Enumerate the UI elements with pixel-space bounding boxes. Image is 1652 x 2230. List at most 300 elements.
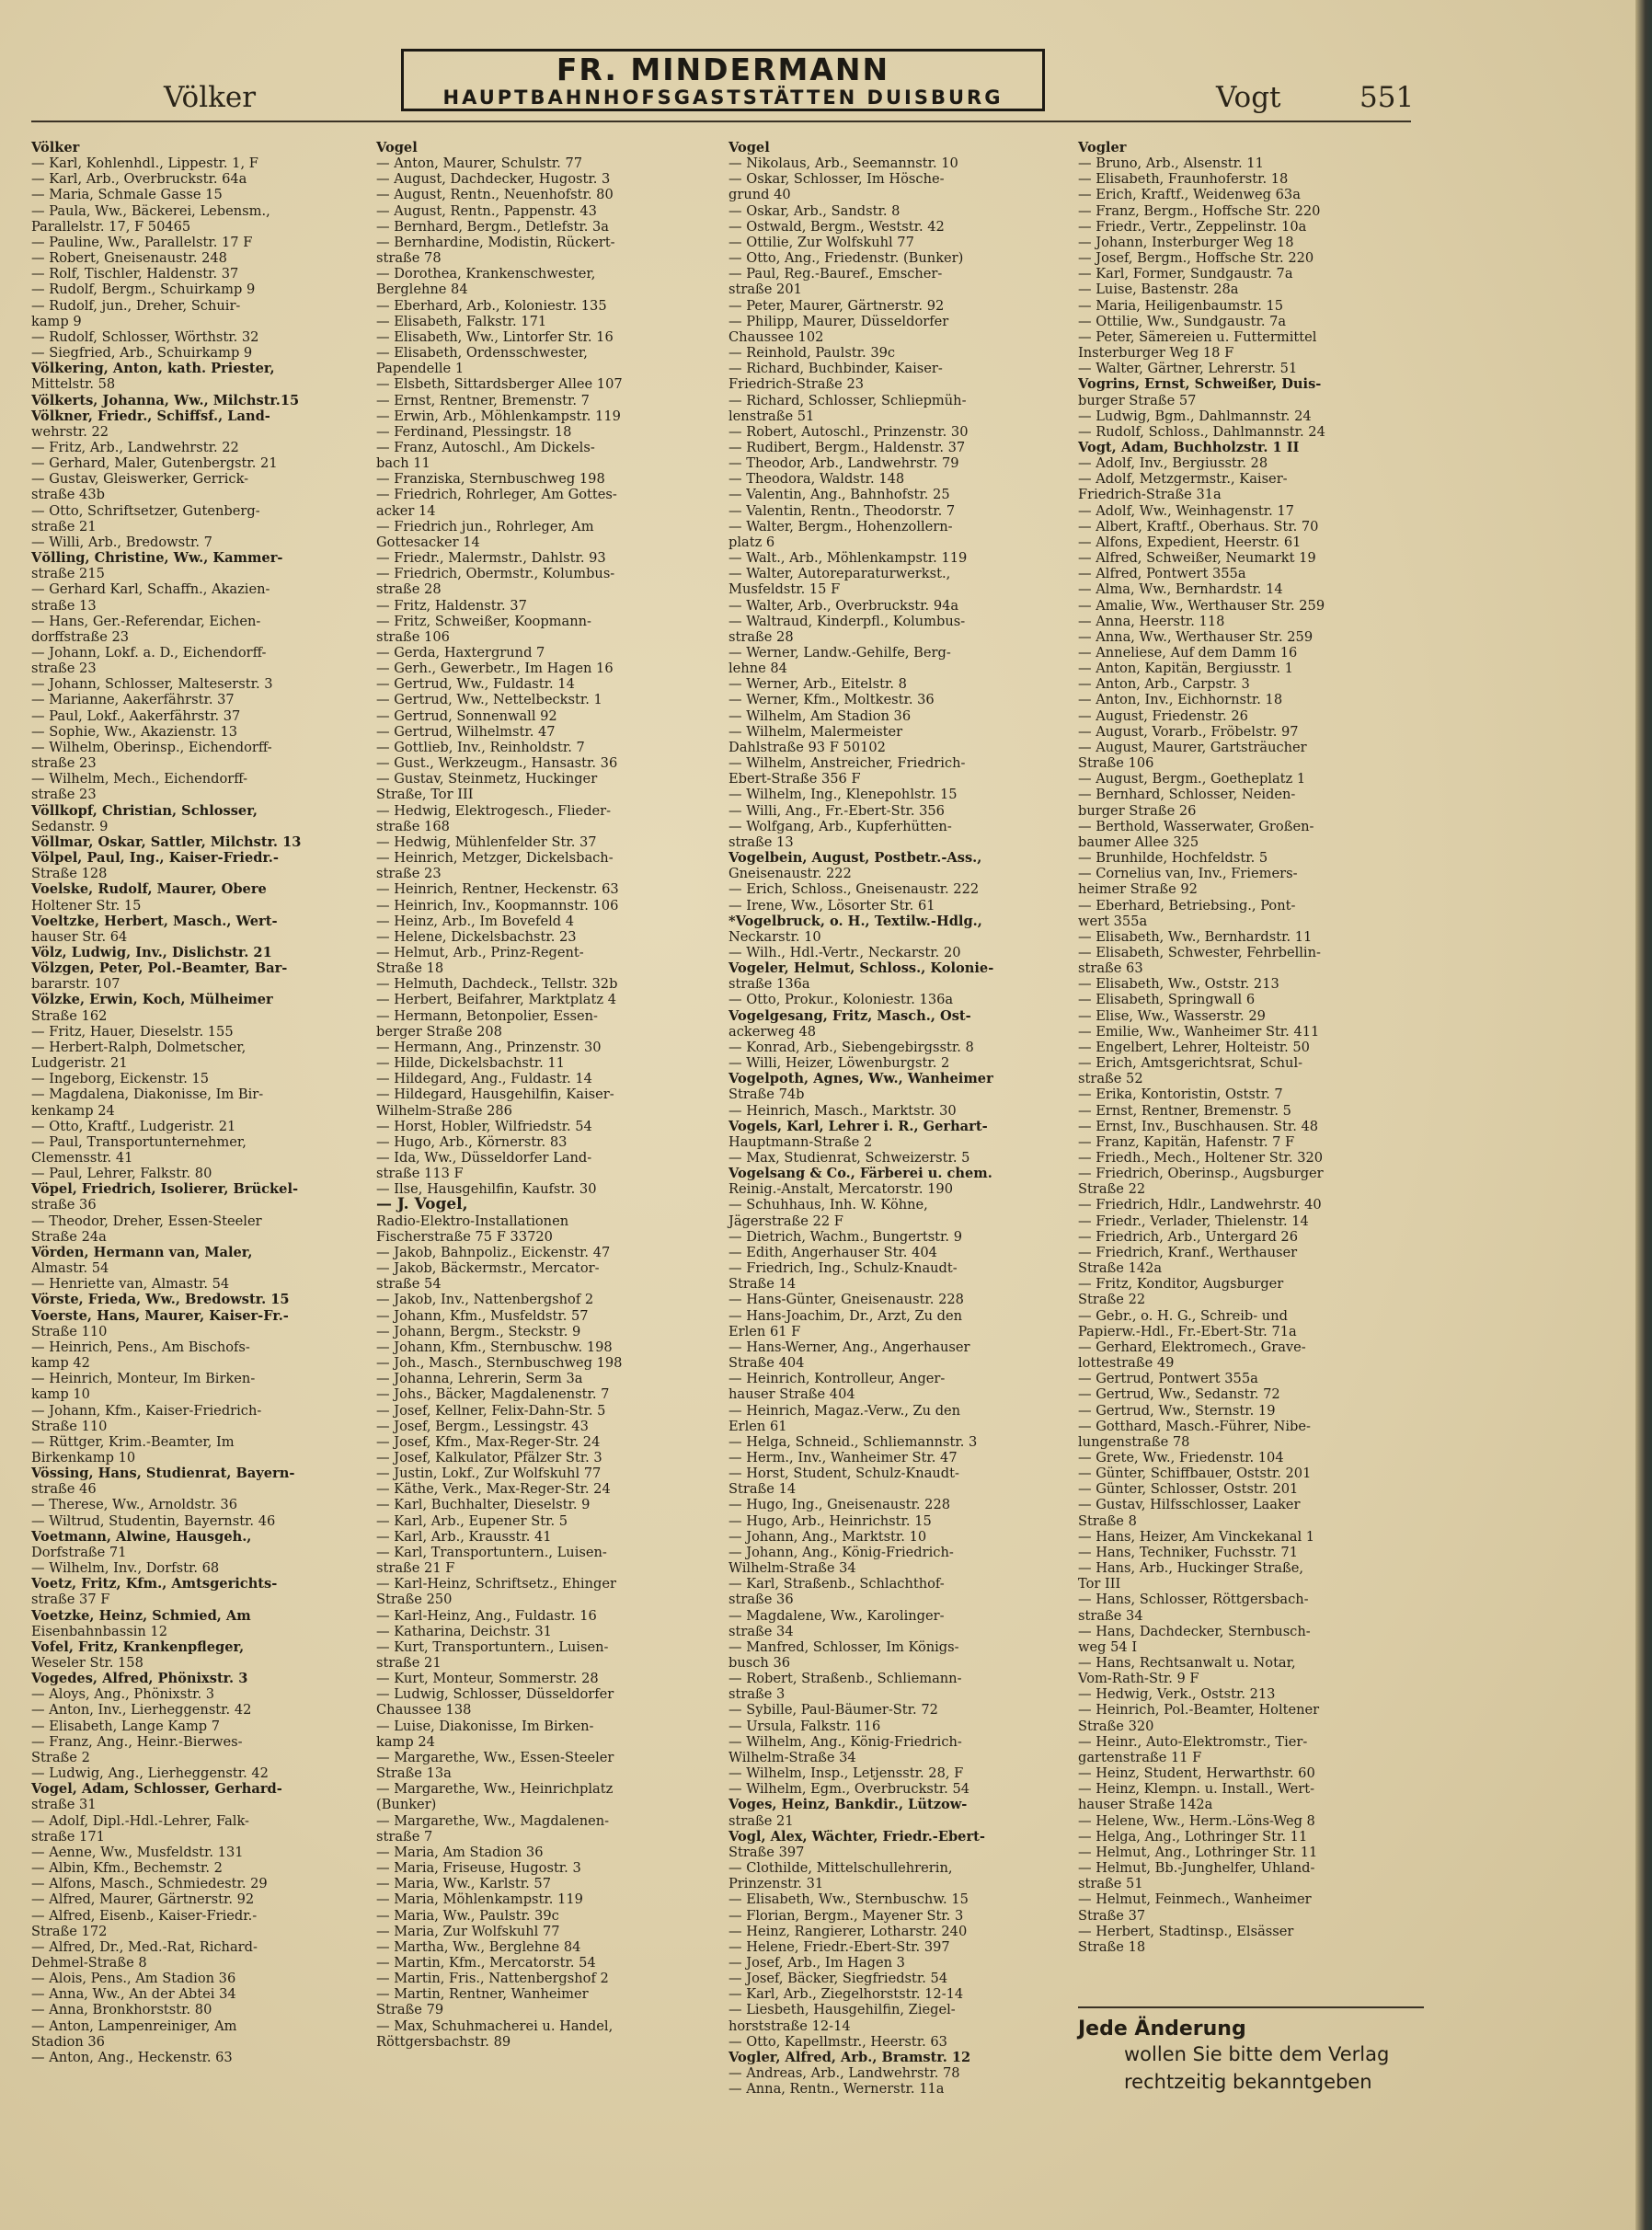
directory-entry: — Walter, Bergm., Hohenzollern- [728, 518, 953, 535]
directory-entry: Straße 250 [376, 1592, 453, 1608]
directory-entry: Reinig.-Anstalt, Mercatorstr. 190 [728, 1181, 953, 1198]
directory-entry: — Anna, Ww., Werthauser Str. 259 [1078, 628, 1314, 645]
directory-entry: Völpel, Paul, Ing., Kaiser-Friedr.- [31, 850, 279, 867]
column-4 [1078, 140, 1415, 1955]
directory-entry: Wilhelm-Straße 34 [728, 1749, 856, 1765]
directory-entry: — Friedr., Malermstr., Dahlstr. 93 [376, 550, 606, 567]
directory-entry: — Adolf, Ww., Weinhagenstr. 17 [1078, 502, 1294, 519]
directory-entry: hauser Str. 64 [31, 928, 128, 945]
directory-entry: — Ernst, Inv., Buschhausen. Str. 48 [1078, 1118, 1319, 1134]
directory-entry: — Johann, Ang., Marktstr. 10 [728, 1528, 927, 1545]
directory-entry: — Johann, Lokf. a. D., Eichendorff- [31, 645, 267, 661]
directory-entry: Straße 22 [1078, 1181, 1146, 1198]
directory-entry: Straße 14 [728, 1276, 797, 1293]
directory-entry: Völz, Ludwig, Inv., Dislichstr. 21 [31, 944, 272, 960]
directory-entry: Erlen 61 F [728, 1323, 801, 1339]
directory-entry: — Konrad, Arb., Siebengebirgsstr. 8 [728, 1039, 974, 1055]
directory-entry: — Wilhelm, Ing., Klenepohlstr. 15 [728, 787, 958, 803]
directory-entry: Straße 142a [1078, 1260, 1163, 1277]
directory-entry: Völkerts, Johanna, Ww., Milchstr.15 [31, 392, 300, 408]
directory-entry: — Josef, Kalkulator, Pfälzer Str. 3 [376, 1449, 602, 1466]
directory-entry: Fischerstraße 75 F 33720 [376, 1228, 553, 1245]
header-rule [31, 121, 1411, 122]
directory-entry: — Elisabeth, Fraunhoferstr. 18 [1078, 171, 1289, 188]
directory-entry: Papierw.-Hdl., Fr.-Ebert-Str. 71a [1078, 1323, 1297, 1339]
directory-entry: Straße 79 [376, 2002, 444, 2018]
directory-entry: — Josef, Bergm., Hoffsche Str. 220 [1078, 250, 1314, 267]
directory-entry: Straße 404 [728, 1355, 805, 1372]
directory-entry: — Josef, Kellner, Felix-Dahn-Str. 5 [376, 1402, 606, 1419]
directory-entry: — Gustav, Steinmetz, Huckinger [376, 771, 598, 787]
directory-entry: Vogt, Adam, Buchholzstr. 1 II [1078, 439, 1300, 455]
directory-entry: — Hans-Günter, Gneisenaustr. 228 [728, 1292, 964, 1308]
directory-entry: — Friedrich, Hdlr., Landwehrstr. 40 [1078, 1197, 1322, 1213]
directory-entry: Straße 106 [1078, 755, 1154, 772]
directory-entry: — Ludwig, Ang., Lierheggenstr. 42 [31, 1765, 269, 1782]
directory-entry: — Gustav, Hilfsschlosser, Laaker [1078, 1497, 1301, 1513]
directory-entry: — Werner, Kfm., Moltkestr. 36 [728, 692, 935, 708]
directory-entry: — Elisabeth, Falkstr. 171 [376, 313, 547, 329]
directory-entry: — Nikolaus, Arb., Seemannstr. 10 [728, 155, 958, 172]
directory-entry: — Martin, Rentner, Wanheimer [376, 1986, 589, 2003]
directory-entry: — Heinz, Klempn. u. Install., Wert- [1078, 1781, 1315, 1798]
directory-entry: Straße 8 [1078, 1512, 1137, 1529]
directory-entry: — Jakob, Bäckermstr., Mercator- [376, 1260, 600, 1277]
directory-entry: — Alois, Pens., Am Stadion 36 [31, 1971, 236, 1987]
directory-entry: — Erwin, Arb., Möhlenkampstr. 119 [376, 408, 621, 424]
directory-entry: — Helmut, Bb.-Junghelfer, Uhland- [1078, 1860, 1315, 1877]
directory-entry: — Gustav, Gleiswerker, Gerrick- [31, 471, 249, 488]
directory-entry: Parallelstr. 17, F 50465 [31, 218, 191, 235]
directory-entry: grund 40 [728, 187, 791, 203]
directory-entry: — Helene, Dickelsbachstr. 23 [376, 928, 577, 945]
directory-entry: Vom-Rath-Str. 9 F [1078, 1671, 1199, 1687]
directory-entry: lehne 84 [728, 661, 787, 677]
directory-entry: — Günter, Schiffbauer, Oststr. 201 [1078, 1466, 1312, 1482]
directory-entry: — Gertrud, Wilhelmstr. 47 [376, 723, 556, 740]
directory-entry: — Martha, Ww., Berglehne 84 [376, 1938, 581, 1955]
directory-entry: — Florian, Bergm., Mayener Str. 3 [728, 1907, 964, 1924]
directory-entry: — Hugo, Arb., Körnerstr. 83 [376, 1133, 568, 1150]
directory-entry: Wilhelm-Straße 286 [376, 1102, 512, 1119]
directory-entry: — August, Friedenstr. 26 [1078, 707, 1248, 724]
directory-entry: acker 14 [376, 502, 436, 519]
directory-entry: straße 43b [31, 487, 105, 503]
directory-entry: Prinzenstr. 31 [728, 1876, 824, 1892]
directory-entry: Wilhelm-Straße 34 [728, 1560, 856, 1577]
directory-entry: Voelske, Rudolf, Maurer, Obere [31, 881, 267, 898]
directory-entry: Voetz, Fritz, Kfm., Amtsgerichts- [31, 1576, 278, 1592]
directory-entry: Dehmel-Straße 8 [31, 1954, 147, 1971]
directory-entry: — Hans, Ger.-Referendar, Eichen- [31, 613, 261, 629]
ad-subtitle: HAUPTBAHNHOFSGASTSTÄTTEN DUISBURG [442, 86, 1004, 109]
directory-entry: — Anna, Bronkhorststr. 80 [31, 2002, 212, 2018]
directory-entry: Gottesacker 14 [376, 534, 480, 550]
directory-entry: — Andreas, Arb., Landwehrstr. 78 [728, 2065, 960, 2082]
directory-entry: — Max, Studienrat, Schweizerstr. 5 [728, 1150, 970, 1166]
directory-entry: Tor III [1078, 1576, 1121, 1592]
directory-entry: — Gerda, Haxtergrund 7 [376, 645, 545, 661]
directory-entry: — Robert, Straßenb., Schliemann- [728, 1671, 962, 1687]
directory-entry: platz 6 [728, 534, 775, 550]
directory-entry: — Heinz, Arb., Im Bovefeld 4 [376, 913, 575, 929]
directory-entry: — Alfons, Masch., Schmiedestr. 29 [31, 1876, 268, 1892]
directory-entry: — Erich, Schloss., Gneisenaustr. 222 [728, 881, 980, 898]
directory-entry: — Wilhelm, Inv., Dorfstr. 68 [31, 1560, 220, 1577]
directory-entry: — Heinrich, Pens., Am Bischofs- [31, 1339, 250, 1355]
directory-entry: Berglehne 84 [376, 282, 468, 298]
directory-entry: — Wilhelm, Mech., Eichendorff- [31, 771, 248, 787]
directory-entry: — Engelbert, Lehrer, Holteistr. 50 [1078, 1039, 1310, 1055]
directory-entry: — Robert, Autoschl., Prinzenstr. 30 [728, 423, 969, 440]
directory-entry: — Paula, Ww., Bäckerei, Lebensm., [31, 202, 270, 219]
directory-entry: Jägerstraße 22 F [728, 1213, 843, 1229]
directory-entry: — Ottilie, Ww., Sundgaustr. 7a [1078, 313, 1287, 329]
directory-entry: — Rüttger, Krim.-Beamter, Im [31, 1433, 235, 1450]
directory-entry: — Herbert, Beifahrer, Marktplatz 4 [376, 992, 616, 1008]
directory-entry: — Heinrich, Metzger, Dickelsbach- [376, 850, 614, 867]
directory-entry: — Margarethe, Ww., Heinrichplatz [376, 1781, 614, 1798]
directory-entry: — Hans, Techniker, Fuchsstr. 71 [1078, 1544, 1298, 1560]
directory-entry: straße 23 [31, 661, 97, 677]
directory-entry: — Bernhard, Bergm., Detlefstr. 3a [376, 218, 609, 235]
directory-entry: Straße 18 [1078, 1938, 1146, 1955]
directory-entry: straße 46 [31, 1481, 97, 1498]
directory-entry: — Walter, Arb., Overbruckstr. 94a [728, 597, 959, 614]
directory-entry: — Franziska, Sternbuschweg 198 [376, 471, 605, 488]
directory-entry: — Friedh., Mech., Holtener Str. 320 [1078, 1150, 1324, 1166]
directory-entry: — Jakob, Bahnpoliz., Eickenstr. 47 [376, 1244, 611, 1260]
directory-entry: — Hans, Schlosser, Röttgersbach- [1078, 1592, 1309, 1608]
directory-entry: — Wilhelm, Malermeister [728, 723, 903, 740]
directory-entry: kamp 24 [376, 1733, 435, 1750]
directory-entry: Vŏlling, Christine, Ww., Kammer- [31, 550, 283, 567]
directory-entry: — Aenne, Ww., Musfeldstr. 131 [31, 1844, 244, 1860]
directory-entry: — Bruno, Arb., Alsenstr. 11 [1078, 155, 1264, 172]
directory-entry: — Elsbeth, Sittardsberger Allee 107 [376, 376, 623, 393]
directory-entry: Straße, Tor III [376, 787, 474, 803]
directory-entry: Radio-Elektro-Installationen [376, 1213, 569, 1229]
directory-entry: — Oskar, Arb., Sandstr. 8 [728, 202, 901, 219]
directory-entry: lottestraße 49 [1078, 1355, 1175, 1372]
directory-entry: — Anna, Ww., An der Abtei 34 [31, 1986, 236, 2003]
directory-entry: — Helmut, Feinmech., Wanheimer [1078, 1891, 1312, 1908]
directory-entry: Vogelsang & Co., Färberei u. chem. [728, 1166, 992, 1182]
notice-title: Jede Änderung [1078, 2017, 1246, 2040]
directory-entry: — Elisabeth, Ww., Sternbuschw. 15 [728, 1891, 969, 1908]
directory-entry: Ludgeristr. 21 [31, 1055, 128, 1072]
directory-entry: Straße 18 [376, 960, 444, 977]
directory-entry: — Ludwig, Schlosser, Düsseldorfer [376, 1686, 614, 1703]
directory-entry: — Paul, Lokf., Aakerfährstr. 37 [31, 707, 241, 724]
directory-entry: — August, Vorarb., Fröbelstr. 97 [1078, 723, 1299, 740]
directory-entry: Straße 110 [31, 1418, 108, 1434]
directory-entry: straße 21 F [376, 1560, 455, 1577]
directory-entry: lenstraße 51 [728, 408, 815, 424]
directory-entry: straße 51 [1078, 1876, 1143, 1892]
directory-entry: — Rudibert, Bergm., Haldenstr. 37 [728, 439, 966, 455]
directory-entry: — Ilse, Hausgehilfin, Kaufstr. 30 [376, 1181, 597, 1198]
directory-entry: Eisenbahnbassin 12 [31, 1623, 167, 1639]
directory-entry: Völzke, Erwin, Koch, Mülheimer [31, 992, 273, 1008]
directory-entry: — Hedwig, Mühlenfelder Str. 37 [376, 833, 597, 850]
directory-entry: — Gerhard Karl, Schaffn., Akazien- [31, 581, 270, 598]
directory-entry: — Martin, Fris., Nattenbergshof 2 [376, 1971, 609, 1987]
directory-entry: straße 215 [31, 566, 105, 582]
directory-entry: Hauptmann-Straße 2 [728, 1133, 873, 1150]
directory-entry: Straße 172 [31, 1923, 108, 1939]
directory-entry: *Vogelbruck, o. H., Textilw.-Hdlg., [728, 913, 982, 929]
directory-entry: hauser Straße 142a [1078, 1797, 1213, 1813]
directory-entry: — August, Dachdecker, Hugostr. 3 [376, 171, 611, 188]
directory-entry: — Friedrich, Kranf., Werthauser [1078, 1244, 1298, 1260]
directory-entry: — Kurt, Monteur, Sommerstr. 28 [376, 1671, 599, 1687]
directory-entry: — Anneliese, Auf dem Damm 16 [1078, 645, 1298, 661]
directory-entry: — Wolfgang, Arb., Kupferhütten- [728, 818, 952, 834]
directory-entry: straße 63 [1078, 960, 1143, 977]
directory-entry: dorffstraße 23 [31, 628, 130, 645]
directory-entry: — Elisabeth, Ww., Oststr. 213 [1078, 976, 1279, 993]
directory-entry: — Gust., Werkzeugm., Hansastr. 36 [376, 755, 618, 772]
directory-entry: straße 21 [728, 1812, 794, 1829]
directory-entry: — Amalie, Ww., Werthauser Str. 259 [1078, 597, 1325, 614]
directory-entry: Vörden, Hermann van, Maler, [31, 1244, 253, 1260]
directory-entry: Straße 2 [31, 1749, 90, 1765]
directory-entry: — Alfons, Expedient, Heerstr. 61 [1078, 534, 1302, 550]
directory-entry: weg 54 I [1078, 1638, 1138, 1655]
directory-entry: Vöpel, Friedrich, Isolierer, Brückel- [31, 1181, 299, 1198]
directory-entry: Vogels, Karl, Lehrer i. R., Gerhart- [728, 1118, 988, 1134]
directory-entry: — Joh., Masch., Sternbuschweg 198 [376, 1355, 623, 1372]
directory-entry: — Erika, Kontoristin, Oststr. 7 [1078, 1086, 1283, 1103]
directory-entry: — Franz, Bergm., Hoffsche Str. 220 [1078, 202, 1321, 219]
directory-entry: — Otto, Kraftf., Ludgeristr. 21 [31, 1118, 236, 1134]
directory-entry: gartenstraße 11 F [1078, 1749, 1202, 1765]
directory-entry: — Walter, Gärtner, Lehrerstr. 51 [1078, 361, 1298, 377]
directory-entry: — Liesbeth, Hausgehilfin, Ziegel- [728, 2002, 956, 2018]
directory-entry: — Wilhelm, Am Stadion 36 [728, 707, 912, 724]
column-1 [31, 140, 368, 2065]
directory-entry: Friedrich-Straße 31a [1078, 487, 1222, 503]
directory-entry: lungenstraße 78 [1078, 1433, 1190, 1450]
directory-entry: kenkamp 24 [31, 1102, 115, 1119]
directory-entry: — Maria, Heiligenbaumstr. 15 [1078, 297, 1284, 314]
directory-entry: — Martin, Kfm., Mercatorstr. 54 [376, 1954, 596, 1971]
directory-entry: — Sophie, Ww., Akazienstr. 13 [31, 723, 238, 740]
directory-entry: — Hans-Joachim, Dr., Arzt, Zu den [728, 1307, 963, 1324]
directory-entry: — Anton, Inv., Eichhornstr. 18 [1078, 692, 1283, 708]
directory-entry: — Elise, Ww., Wasserstr. 29 [1078, 1007, 1266, 1024]
directory-entry: Vogel [728, 140, 770, 155]
directory-entry: — Maria, Möhlenkampstr. 119 [376, 1891, 583, 1908]
directory-entry: — Edith, Angerhauser Str. 404 [728, 1244, 937, 1260]
directory-entry: Voerste, Hans, Maurer, Kaiser-Fr.- [31, 1307, 289, 1324]
directory-entry: — Alfred, Maurer, Gärtnerstr. 92 [31, 1891, 255, 1908]
directory-entry: — Ferdinand, Plessingstr. 18 [376, 423, 572, 440]
directory-entry: — Anton, Arb., Carpstr. 3 [1078, 676, 1250, 693]
directory-entry: — Heinrich, Inv., Koopmannstr. 106 [376, 897, 619, 914]
directory-entry: — Justin, Lokf., Zur Wolfskuhl 77 [376, 1466, 602, 1482]
directory-entry: — Karl, Former, Sundgaustr. 7a [1078, 266, 1293, 282]
directory-entry: straße 54 [376, 1276, 442, 1293]
directory-entry: — Jakob, Inv., Nattenbergshof 2 [376, 1292, 594, 1308]
directory-entry: kamp 9 [31, 313, 82, 329]
directory-entry: — Hans-Werner, Ang., Angerhauser [728, 1339, 970, 1355]
directory-entry: — Waltraud, Kinderpfl., Kolumbus- [728, 613, 966, 629]
directory-entry: — Anton, Ang., Heckenstr. 63 [31, 2049, 233, 2065]
directory-entry: — Richard, Buchbinder, Kaiser- [728, 361, 943, 377]
directory-entry: Clemensstr. 41 [31, 1150, 133, 1166]
directory-entry: — Adolf, Dipl.-Hdl.-Lehrer, Falk- [31, 1812, 249, 1829]
directory-entry: straße 36 [31, 1197, 97, 1213]
directory-entry: Dahlstraße 93 F 50102 [728, 739, 886, 755]
directory-entry: — Anton, Lampenreiniger, Am [31, 2017, 237, 2034]
directory-entry: — Friedr., Vertr., Zeppelinstr. 10a [1078, 218, 1307, 235]
directory-entry: — Paul, Reg.-Bauref., Emscher- [728, 266, 943, 282]
directory-entry: — Siegfried, Arb., Schuirkamp 9 [31, 345, 253, 362]
directory-entry: — Paul, Lehrer, Falkstr. 80 [31, 1166, 212, 1182]
directory-entry: — Friedrich, Arb., Untergard 26 [1078, 1228, 1298, 1245]
directory-entry: — Alfred, Eisenb., Kaiser-Friedr.- [31, 1907, 258, 1924]
directory-entry: — Alfred, Pontwert 355a [1078, 566, 1246, 582]
directory-entry: — Friedrich, Ing., Schulz-Knaudt- [728, 1260, 958, 1277]
directory-entry: — Heinrich, Monteur, Im Birken- [31, 1371, 256, 1387]
directory-entry: — Erich, Amtsgerichtsrat, Schul- [1078, 1055, 1303, 1072]
directory-entry: — Albin, Kfm., Bechemstr. 2 [31, 1860, 223, 1877]
directory-entry: — Magdalene, Ww., Karolinger- [728, 1607, 945, 1624]
directory-entry: — Maria, Ww., Karlstr. 57 [376, 1876, 551, 1892]
directory-entry: — Maria, Ww., Paulstr. 39c [376, 1907, 559, 1924]
directory-entry: Friedrich-Straße 23 [728, 376, 865, 393]
directory-entry: kamp 42 [31, 1355, 90, 1372]
directory-entry: — Willi, Ang., Fr.-Ebert-Str. 356 [728, 802, 945, 819]
directory-entry: — Karl, Arb., Overbruckstr. 64a [31, 171, 247, 188]
directory-entry: baumer Allee 325 [1078, 833, 1199, 850]
directory-entry: — Adolf, Metzgermstr., Kaiser- [1078, 471, 1288, 488]
directory-entry: — Willi, Heizer, Löwenburgstr. 2 [728, 1055, 950, 1072]
directory-entry: — Johann, Kfm., Sternbuschw. 198 [376, 1339, 613, 1355]
directory-entry: — Ostwald, Bergm., Weststr. 42 [728, 218, 945, 235]
directory-entry: Ebert-Straße 356 F [728, 771, 861, 787]
directory-entry: — Gertrud, Sonnenwall 92 [376, 707, 557, 724]
directory-entry: straße 28 [728, 628, 794, 645]
directory-entry: straße 21 [376, 1655, 442, 1671]
directory-entry: — Rudolf, Bergm., Schuirkamp 9 [31, 282, 256, 298]
directory-entry: — Hugo, Ing., Gneisenaustr. 228 [728, 1497, 951, 1513]
directory-entry: — Gebr., o. H. G., Schreib- und [1078, 1307, 1288, 1324]
directory-entry: — Karl, Arb., Eupener Str. 5 [376, 1512, 568, 1529]
directory-entry: Völkner, Friedr., Schiffsf., Land- [31, 408, 270, 424]
directory-entry: Erlen 61 [728, 1418, 787, 1434]
directory-entry: — Magdalena, Diakonisse, Im Bir- [31, 1086, 264, 1103]
directory-entry: straße 171 [31, 1828, 105, 1845]
directory-entry: Vogelpoth, Agnes, Ww., Wanheimer [728, 1071, 993, 1087]
directory-entry: — Karl, Straßenb., Schlachthof- [728, 1576, 945, 1592]
directory-entry: — Friedrich jun., Rohrleger, Am [376, 518, 594, 535]
directory-entry: — Herbert-Ralph, Dolmetscher, [31, 1039, 247, 1055]
directory-entry: — Dorothea, Krankenschwester, [376, 266, 596, 282]
directory-entry: — Josef, Kfm., Max-Reger-Str. 24 [376, 1433, 601, 1450]
directory-entry: — Friedrich, Rohrleger, Am Gottes- [376, 487, 617, 503]
directory-entry: straße 78 [376, 250, 442, 267]
directory-entry: Straße 110 [31, 1323, 108, 1339]
directory-entry: — Berthold, Wasserwater, Großen- [1078, 818, 1314, 834]
directory-entry: Almastr. 54 [31, 1260, 109, 1277]
directory-entry: Straße 74b [728, 1086, 805, 1103]
directory-entry: Chaussee 102 [728, 328, 824, 345]
directory-entry: straße 7 [376, 1828, 433, 1845]
directory-entry: — Josef, Bäcker, Siegfriedstr. 54 [728, 1971, 948, 1987]
directory-entry: straße 34 [1078, 1607, 1143, 1624]
directory-entry: — Johann, Bergm., Steckstr. 9 [376, 1323, 581, 1339]
directory-entry: — Richard, Schlosser, Schliepmüh- [728, 392, 967, 408]
directory-entry: — Elisabeth, Schwester, Fehrbellin- [1078, 944, 1321, 960]
running-head-right: Vogt [1216, 81, 1281, 114]
directory-entry: straße 23 [31, 755, 97, 772]
directory-entry: — Helene, Friedr.-Ebert-Str. 397 [728, 1938, 950, 1955]
directory-entry: — Elisabeth, Springwall 6 [1078, 992, 1256, 1008]
advertisement-box [401, 49, 1045, 111]
directory-entry: — Elisabeth, Ordensschwester, [376, 345, 588, 362]
directory-entry: — Fritz, Arb., Landwehrstr. 22 [31, 439, 239, 455]
directory-entry: — August, Rentn., Pappenstr. 43 [376, 202, 597, 219]
directory-entry: — Hugo, Arb., Heinrichstr. 15 [728, 1512, 932, 1529]
directory-entry: Vörste, Frieda, Ww., Bredowstr. 15 [31, 1292, 290, 1308]
directory-entry: — Karl, Arb., Krausstr. 41 [376, 1528, 552, 1545]
directory-entry: straße 13 [31, 597, 97, 614]
directory-entry: — Horst, Hobler, Wilfriedstr. 54 [376, 1118, 592, 1134]
directory-entry: — Gertrud, Ww., Sternstr. 19 [1078, 1402, 1276, 1419]
directory-entry: — Anton, Maurer, Schulstr. 77 [376, 155, 583, 172]
directory-entry: (Bunker) [376, 1797, 437, 1813]
directory-entry: Straße 320 [1078, 1718, 1154, 1734]
directory-entry: straße 3 [728, 1686, 786, 1703]
directory-entry: — Dietrich, Wachm., Bungertstr. 9 [728, 1228, 962, 1245]
directory-entry: — Franz, Autoschl., Am Dickels- [376, 439, 595, 455]
directory-entry: — Grete, Ww., Friedenstr. 104 [1078, 1449, 1284, 1466]
directory-entry: straße 168 [376, 818, 450, 834]
directory-entry: — Josef, Bergm., Lessingstr. 43 [376, 1418, 589, 1434]
directory-entry: straße 23 [31, 787, 97, 803]
directory-entry: — Otto, Schriftsetzer, Gutenberg- [31, 502, 260, 519]
directory-entry: — Henriette van, Almastr. 54 [31, 1276, 230, 1293]
directory-entry: — Alfred, Dr., Med.-Rat, Richard- [31, 1938, 258, 1955]
directory-entry: — Rolf, Tischler, Haldenstr. 37 [31, 266, 239, 282]
directory-entry: — Helga, Ang., Lothringer Str. 11 [1078, 1828, 1308, 1845]
directory-entry: — Robert, Gneisenaustr. 248 [31, 250, 227, 267]
directory-entry: — Wilhelm, Egm., Overbruckstr. 54 [728, 1781, 970, 1798]
directory-entry: — Otto, Kapellmstr., Heerstr. 63 [728, 2033, 947, 2050]
directory-entry: Vössing, Hans, Studienrat, Bayern- [31, 1466, 295, 1482]
directory-entry: — Luise, Bastenstr. 28a [1078, 282, 1239, 298]
directory-entry: Musfeldstr. 15 F [728, 581, 841, 598]
directory-entry: — Friedrich, Obermstr., Kolumbus- [376, 566, 615, 582]
directory-entry: — Anton, Inv., Lierheggenstr. 42 [31, 1702, 252, 1718]
directory-entry: Röttgersbachstr. 89 [376, 2033, 511, 2050]
directory-entry: horststraße 12-14 [728, 2017, 851, 2034]
directory-entry: — August, Bergm., Goetheplatz 1 [1078, 771, 1306, 787]
directory-entry: — Johanna, Lehrerin, Serm 3a [376, 1371, 583, 1387]
directory-entry: — Willi, Arb., Bredowstr. 7 [31, 534, 212, 550]
directory-entry: — Helmut, Arb., Prinz-Regent- [376, 944, 584, 960]
directory-entry: Dorfstraße 71 [31, 1544, 127, 1560]
directory-entry: — Rudolf, jun., Dreher, Schuir- [31, 297, 241, 314]
directory-entry: — Valentin, Rentn., Theodorstr. 7 [728, 502, 956, 519]
directory-entry: straße 113 F [376, 1166, 464, 1182]
directory-entry: straße 31 [31, 1797, 97, 1813]
directory-entry: — Hans, Heizer, Am Vinckekanal 1 [1078, 1528, 1315, 1545]
directory-entry: Gneisenaustr. 222 [728, 866, 852, 882]
